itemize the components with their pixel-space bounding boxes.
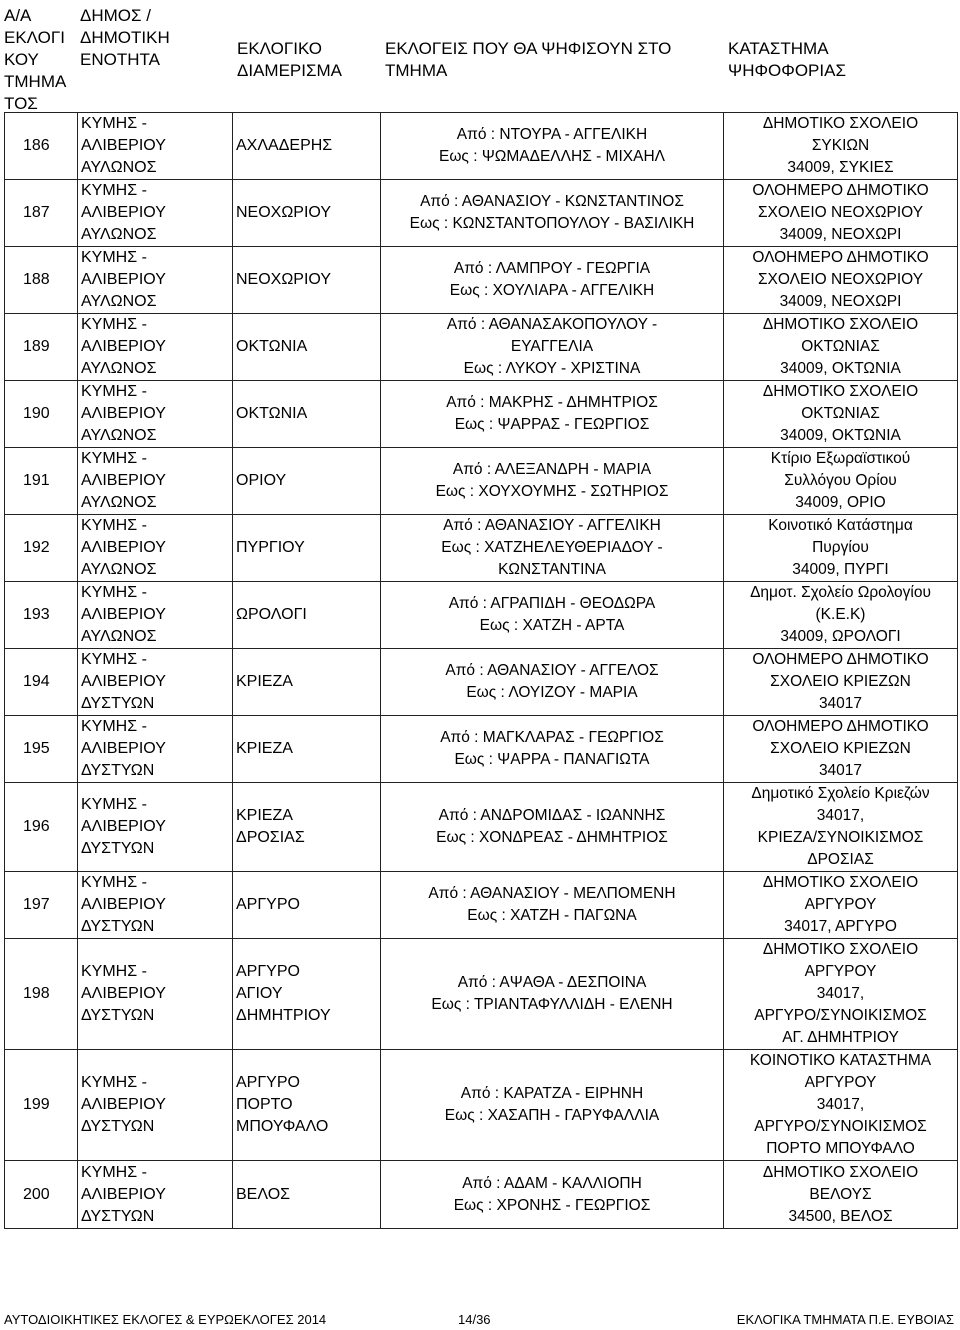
voter-range-cell (381, 247, 724, 314)
precinct-number: 198 (5, 939, 78, 1050)
voter-range-cell (381, 716, 724, 783)
page-footer (0, 1310, 960, 1330)
precinct-cell-line: ΒΕΛΟΣ (236, 1185, 291, 1203)
voter-range-cell-line: Από : ΑΝΔΡΟΜΙΔΑΣ - ΙΩΑΝΝΗΣ (438, 807, 666, 824)
table-row (5, 716, 958, 783)
polling-location-cell-line: 34009, ΠΥΡΓΙ (792, 561, 889, 578)
municipality-cell-line: ΑΥΛΩΝΟΣ (81, 628, 157, 645)
municipality-cell-line: ΔΥΣΤΥΩΝ (81, 1007, 155, 1024)
polling-location-cell-line: 34009, ΟΡΙΟ (795, 494, 886, 511)
precinct-cell (233, 1050, 381, 1161)
table-row (5, 939, 958, 1050)
municipality-cell-line: ΚΥΜΗΣ - (81, 249, 147, 266)
municipality-cell-line: ΚΥΜΗΣ - (81, 450, 147, 467)
polling-location-cell-line: 34009, ΟΚΤΩΝΙΑ (780, 360, 901, 377)
header-col-location (728, 38, 953, 82)
municipality-cell-line: ΚΥΜΗΣ - (81, 874, 147, 891)
precinct-cell-line: ΠΟΡΤΟ (236, 1096, 293, 1113)
polling-location-cell-line: ΚΡΙΕΖΑ/ΣΥΝΟΙΚΙΣΜΟΣ (757, 829, 924, 846)
precinct-cell (233, 716, 381, 783)
voter-range-cell-line: Από : ΑΘΑΝΑΣΙΟΥ - ΑΓΓΕΛΙΚΗ (443, 517, 661, 534)
precinct-cell-line: ΟΚΤΩΝΙΑ (236, 338, 308, 355)
header-text: ΚΑΤΑΣΤΗΜΑ (728, 39, 829, 58)
precinct-cell-line: ΝΕΟΧΩΡΙΟΥ (236, 204, 332, 221)
precinct-cell (233, 113, 381, 180)
voter-range-cell (381, 515, 724, 582)
voter-range-cell-line: Από : ΜΑΚΡΗΣ - ΔΗΜΗΤΡΙΟΣ (446, 394, 658, 411)
municipality-cell (78, 783, 233, 872)
polling-location-cell-line: ΑΓ. ΔΗΜΗΤΡΙΟΥ (782, 1029, 899, 1046)
municipality-cell-line: ΑΥΛΩΝΟΣ (81, 226, 157, 243)
polling-location-cell-line: ΣΥΚΙΩΝ (811, 137, 870, 154)
voter-range-cell (381, 381, 724, 448)
municipality-cell-line: ΚΥΜΗΣ - (81, 1163, 147, 1181)
precinct-cell (233, 783, 381, 872)
table-row (5, 381, 958, 448)
municipality-cell (78, 582, 233, 649)
municipality-cell (78, 314, 233, 381)
precinct-cell-line: ΚΡΙΕΖΑ (236, 673, 293, 690)
header-text: ΨΗΦΟΦΟΡΙΑΣ (728, 61, 846, 80)
header-text: ΔΗΜΟΤΙΚΗ (80, 28, 170, 47)
voter-range-cell-line: Εως : ΧΟΥΛΙΑΡΑ - ΑΓΓΕΛΙΚΗ (449, 282, 655, 299)
voter-range-cell-line: Από : ΑΔΑΜ - ΚΑΛΛΙΟΠΗ (462, 1174, 642, 1192)
polling-location-cell-line: ΒΕΛΟΥΣ (809, 1185, 872, 1203)
polling-location-cell-line: ΑΡΓΥΡΟΥ (804, 1074, 877, 1091)
voter-range-cell-line: Από : ΑΘΑΝΑΣΙΟΥ - ΑΓΓΕΛΟΣ (445, 662, 659, 679)
municipality-cell-line: ΚΥΜΗΣ - (81, 182, 147, 199)
voter-range-cell-line: Εως : ΚΩΝΣΤΑΝΤΟΠΟΥΛΟΥ - ΒΑΣΙΛΙΚΗ (409, 215, 695, 232)
voter-range-cell-line: Από : ΚΑΡΑΤΖΑ - ΕΙΡΗΝΗ (460, 1085, 644, 1102)
voter-range-cell-line: Από : ΑΘΑΝΑΣΙΟΥ - ΚΩΝΣΤΑΝΤΙΝΟΣ (420, 193, 684, 210)
polling-location-cell-line: 34009, ΟΚΤΩΝΙΑ (780, 427, 901, 444)
polling-location-cell-line: ΟΚΤΩΝΙΑΣ (801, 338, 880, 355)
polling-location-cell-line: 34017 (818, 695, 863, 712)
precinct-cell-line: ΑΧΛΑΔΕΡΗΣ (236, 137, 333, 154)
municipality-cell-line: ΑΛΙΒΕΡΙΟΥ (81, 338, 166, 355)
precinct-number: 197 (5, 872, 78, 939)
voter-range-cell (381, 649, 724, 716)
precinct-cell-line: ΚΡΙΕΖΑ (236, 807, 293, 824)
voter-range-cell (381, 113, 724, 180)
polling-location-cell (724, 113, 958, 180)
voter-range-cell-line: ΕΥΑΓΓΕΛΙΑ (510, 338, 594, 355)
header-text: ΤΜΗΜΑ (385, 61, 448, 80)
municipality-cell-line: ΚΥΜΗΣ - (81, 651, 147, 668)
polling-location-cell-line: Δημοτικό Σχολείο Κριεζών (751, 785, 930, 802)
precinct-number: 188 (5, 247, 78, 314)
voter-range-cell-line: Από : ΑΘΑΝΑΣΙΟΥ - ΜΕΛΠΟΜΕΝΗ (428, 885, 676, 902)
precinct-number: 199 (5, 1050, 78, 1161)
header-text: ΤΟΣ (4, 94, 38, 113)
polling-location-cell-line: ΔΗΜΟΤΙΚΟ ΣΧΟΛΕΙΟ (762, 383, 919, 400)
municipality-cell-line: ΚΥΜΗΣ - (81, 383, 147, 400)
municipality-cell (78, 1161, 233, 1229)
municipality-cell-line: ΚΥΜΗΣ - (81, 1074, 147, 1091)
municipality-cell-line: ΑΛΙΒΕΡΙΟΥ (81, 896, 166, 913)
polling-location-cell-line: ΣΧΟΛΕΙΟ ΝΕΟΧΩΡΙΟΥ (757, 271, 924, 288)
header-col-number (4, 5, 74, 115)
precinct-cell-line: ΑΡΓΥΡΟ (236, 896, 300, 913)
precinct-cell (233, 180, 381, 247)
municipality-cell (78, 1050, 233, 1161)
voter-range-cell-line: Εως : ΤΡΙΑΝΤΑΦΥΛΛΙΔΗ - ΕΛΕΝΗ (431, 996, 673, 1013)
municipality-cell-line: ΑΥΛΩΝΟΣ (81, 494, 157, 511)
precinct-cell-line: ΟΡΙΟΥ (236, 472, 287, 489)
precinct-number: 190 (5, 381, 78, 448)
municipality-cell (78, 515, 233, 582)
polling-location-cell (724, 1050, 958, 1161)
header-col-municipality (80, 5, 230, 71)
municipality-cell-line: ΔΥΣΤΥΩΝ (81, 695, 155, 712)
precinct-cell-line: ΠΥΡΓΙΟΥ (236, 539, 305, 556)
municipality-cell-line: ΑΛΙΒΕΡΙΟΥ (81, 673, 166, 690)
precinct-cell-line: ΜΠΟΥΦΑΛΟ (236, 1118, 329, 1135)
municipality-cell-line: ΚΥΜΗΣ - (81, 796, 147, 813)
municipality-cell (78, 113, 233, 180)
polling-location-cell-line: ΟΛΟΗΜΕΡΟ ΔΗΜΟΤΙΚΟ (752, 182, 929, 199)
precinct-number: 200 (5, 1161, 78, 1229)
voter-range-cell-line: Εως : ΛΟΥΙΖΟΥ - ΜΑΡΙΑ (466, 684, 638, 701)
voter-range-cell-line: Από : ΝΤΟΥΡΑ - ΑΓΓΕΛΙΚΗ (456, 126, 648, 143)
polling-location-cell-line: 34009, ΣΥΚΙΕΣ (787, 159, 894, 176)
polling-location-cell-line: ΟΛΟΗΜΕΡΟ ΔΗΜΟΤΙΚΟ (752, 651, 929, 668)
table-row (5, 783, 958, 872)
polling-location-cell-line: 34017, (816, 985, 865, 1002)
footer-subtitle: ΕΚΛΟΓΙΚΑ ΤΜΗΜΑΤΑ Π.Ε. ΕΥΒΟΙΑΣ (736, 1312, 954, 1327)
voter-range-cell-line: Εως : ΨΑΡΡΑΣ - ΓΕΩΡΓΙΟΣ (454, 416, 650, 433)
table-row (5, 180, 958, 247)
municipality-cell-line: ΔΥΣΤΥΩΝ (81, 762, 155, 779)
precinct-cell (233, 939, 381, 1050)
municipality-cell-line: ΚΥΜΗΣ - (81, 718, 147, 735)
voter-range-cell-line: ΚΩΝΣΤΑΝΤΙΝΑ (498, 561, 606, 578)
header-col-voters (385, 38, 720, 82)
polling-location-cell-line: 34017, (816, 807, 865, 824)
header-col-precinct (237, 38, 377, 82)
polling-location-cell-line: Δημοτ. Σχολείο Ωρολογίου (750, 584, 931, 601)
municipality-cell (78, 716, 233, 783)
table-row (5, 649, 958, 716)
polling-location-cell (724, 1161, 958, 1229)
voter-range-cell (381, 314, 724, 381)
voter-range-cell-line: Εως : ΨΑΡΡΑ - ΠΑΝΑΓΙΩΤΑ (454, 751, 650, 768)
table-row (5, 314, 958, 381)
voter-range-cell-line: Εως : ΧΟΝΔΡΕΑΣ - ΔΗΜΗΤΡΙΟΣ (436, 829, 668, 846)
municipality-cell-line: ΑΥΛΩΝΟΣ (81, 293, 157, 310)
polling-location-cell-line: ΣΧΟΛΕΙΟ ΚΡΙΕΖΩΝ (770, 673, 911, 690)
header-text: ΔΙΑΜΕΡΙΣΜΑ (237, 61, 342, 80)
precinct-number: 186 (5, 113, 78, 180)
precinct-cell (233, 448, 381, 515)
header-text: ΔΗΜΟΣ / (80, 6, 151, 25)
municipality-cell-line: ΑΥΛΩΝΟΣ (81, 159, 157, 176)
municipality-cell (78, 872, 233, 939)
voter-range-cell-line: Εως : ΧΟΥΧΟΥΜΗΣ - ΣΩΤΗΡΙΟΣ (435, 483, 669, 500)
polling-location-cell-line: ΔΗΜΟΤΙΚΟ ΣΧΟΛΕΙΟ (762, 1163, 919, 1181)
voter-range-cell-line: Εως : ΧΑΤΖΗ - ΠΑΓΩΝΑ (467, 907, 637, 924)
precinct-cell-line: ΩΡΟΛΟΓΙ (236, 606, 307, 623)
precinct-number: 196 (5, 783, 78, 872)
voter-range-cell-line: Εως : ΧΑΤΖΗΕΛΕΥΘΕΡΙΑΔΟΥ - (441, 539, 663, 556)
voter-range-cell-line: Εως : ΛΥΚΟΥ - ΧΡΙΣΤΙΝΑ (463, 360, 641, 377)
table-row (5, 872, 958, 939)
precinct-cell-line: ΚΡΙΕΖΑ (236, 740, 293, 757)
table-row (5, 515, 958, 582)
polling-location-cell-line: ΣΧΟΛΕΙΟ ΝΕΟΧΩΡΙΟΥ (757, 204, 924, 221)
municipality-cell-line: ΔΥΣΤΥΩΝ (81, 918, 155, 935)
voter-range-cell-line: Εως : ΧΡΟΝΗΣ - ΓΕΩΡΓΙΟΣ (453, 1196, 651, 1214)
polling-location-cell (724, 716, 958, 783)
voter-range-cell (381, 180, 724, 247)
header-text: ΕΚΛΟΓΙ (4, 28, 65, 47)
precinct-cell (233, 1161, 381, 1229)
polling-location-cell-line: 34017, ΑΡΓΥΡΟ (784, 918, 897, 935)
voter-range-cell-line: Εως : ΨΩΜΑΔΕΛΛΗΣ - ΜΙΧΑΗΛ (438, 148, 665, 165)
polling-location-cell-line: ΑΡΓΥΡΟΥ (804, 896, 877, 913)
table-header (0, 0, 960, 112)
table-row (5, 113, 958, 180)
polling-location-cell-line: ΑΡΓΥΡΟ/ΣΥΝΟΙΚΙΣΜΟΣ (754, 1118, 927, 1135)
municipality-cell-line: ΑΛΙΒΕΡΙΟΥ (81, 1096, 166, 1113)
voter-range-cell-line: Εως : ΧΑΤΖΗ - ΑΡΤΑ (479, 617, 625, 634)
polling-location-cell (724, 381, 958, 448)
municipality-cell (78, 381, 233, 448)
voter-range-cell (381, 1161, 724, 1229)
polling-location-cell-line: ΔΗΜΟΤΙΚΟ ΣΧΟΛΕΙΟ (762, 874, 919, 891)
polling-location-cell (724, 180, 958, 247)
municipality-cell (78, 939, 233, 1050)
precinct-cell-line: ΔΡΟΣΙΑΣ (236, 829, 305, 846)
precinct-cell (233, 872, 381, 939)
municipality-cell (78, 448, 233, 515)
polling-location-cell (724, 582, 958, 649)
precinct-number: 192 (5, 515, 78, 582)
header-text: Α/Α (4, 6, 32, 25)
footer-title: ΑΥΤΟΔΙΟΙΚΗΤΙΚΕΣ ΕΚΛΟΓΕΣ & ΕΥΡΩΕΚΛΟΓΕΣ 2014 (4, 1312, 327, 1327)
precinct-cell-line: ΑΓΙΟΥ (236, 985, 283, 1002)
municipality-cell-line: ΑΛΙΒΕΡΙΟΥ (81, 539, 166, 556)
municipality-cell-line: ΚΥΜΗΣ - (81, 316, 147, 333)
polling-location-cell-line: ΣΧΟΛΕΙΟ ΚΡΙΕΖΩΝ (770, 740, 911, 757)
table-row (5, 1161, 958, 1229)
precinct-cell-line: ΝΕΟΧΩΡΙΟΥ (236, 271, 332, 288)
municipality-cell (78, 247, 233, 314)
header-text: ΤΜΗΜΑ (4, 72, 67, 91)
polling-location-cell-line: ΔΡΟΣΙΑΣ (807, 851, 874, 868)
precinct-number: 194 (5, 649, 78, 716)
polling-location-cell-line: 34017, (816, 1096, 865, 1113)
polling-location-cell-line: Συλλόγου Ορίου (784, 472, 897, 489)
page-number: 14/36 (458, 1312, 491, 1327)
table-row (5, 582, 958, 649)
polling-location-cell-line: ΔΗΜΟΤΙΚΟ ΣΧΟΛΕΙΟ (762, 941, 919, 958)
municipality-cell-line: ΑΛΙΒΕΡΙΟΥ (81, 472, 166, 489)
polling-location-cell-line: ΠΟΡΤΟ ΜΠΟΥΦΑΛΟ (766, 1140, 915, 1157)
polling-location-cell (724, 649, 958, 716)
precinct-cell (233, 314, 381, 381)
polling-location-cell-line: ΔΗΜΟΤΙΚΟ ΣΧΟΛΕΙΟ (762, 115, 919, 132)
voter-range-cell-line: Από : ΛΑΜΠΡΟΥ - ΓΕΩΡΓΙΑ (453, 260, 651, 277)
voter-range-cell (381, 783, 724, 872)
polling-location-cell (724, 939, 958, 1050)
precinct-cell (233, 582, 381, 649)
municipality-cell-line: ΑΥΛΩΝΟΣ (81, 360, 157, 377)
polling-stations-table (4, 112, 958, 1229)
table-body (5, 113, 958, 1229)
municipality-cell-line: ΑΛΙΒΕΡΙΟΥ (81, 137, 166, 154)
polling-location-cell (724, 314, 958, 381)
precinct-number: 187 (5, 180, 78, 247)
municipality-cell-line: ΚΥΜΗΣ - (81, 584, 147, 601)
header-text: ΚΟΥ (4, 50, 39, 69)
municipality-cell-line: ΔΥΣΤΥΩΝ (81, 840, 155, 857)
precinct-number: 191 (5, 448, 78, 515)
precinct-number: 193 (5, 582, 78, 649)
voter-range-cell-line: Από : ΑΨΑΘΑ - ΔΕΣΠΟΙΝΑ (457, 974, 647, 991)
polling-location-cell (724, 515, 958, 582)
municipality-cell-line: ΑΛΙΒΕΡΙΟΥ (81, 271, 166, 288)
polling-location-cell (724, 783, 958, 872)
polling-location-cell-line: ΟΛΟΗΜΕΡΟ ΔΗΜΟΤΙΚΟ (752, 718, 929, 735)
polling-location-cell-line: ΑΡΓΥΡΟ/ΣΥΝΟΙΚΙΣΜΟΣ (754, 1007, 927, 1024)
precinct-number: 195 (5, 716, 78, 783)
municipality-cell-line: ΑΥΛΩΝΟΣ (81, 561, 157, 578)
polling-location-cell-line: Πυργίου (812, 539, 869, 556)
table-row (5, 448, 958, 515)
voter-range-cell-line: Από : ΑΛΕΞΑΝΔΡΗ - ΜΑΡΙΑ (452, 461, 652, 478)
polling-location-cell-line: ΔΗΜΟΤΙΚΟ ΣΧΟΛΕΙΟ (762, 316, 919, 333)
municipality-cell-line: ΚΥΜΗΣ - (81, 517, 147, 534)
polling-location-cell-line: ΟΛΟΗΜΕΡΟ ΔΗΜΟΤΙΚΟ (752, 249, 929, 266)
polling-location-cell-line: ΟΚΤΩΝΙΑΣ (801, 405, 880, 422)
polling-location-cell-line: ΑΡΓΥΡΟΥ (804, 963, 877, 980)
municipality-cell-line: ΚΥΜΗΣ - (81, 115, 147, 132)
voter-range-cell (381, 582, 724, 649)
polling-location-cell-line: 34009, ΩΡΟΛΟΓΙ (780, 628, 901, 645)
polling-location-cell-line: Κοινοτικό Κατάστημα (768, 517, 913, 534)
polling-location-cell (724, 448, 958, 515)
polling-location-cell-line: 34009, ΝΕΟΧΩΡΙ (779, 293, 902, 310)
municipality-cell-line: ΔΥΣΤΥΩΝ (81, 1207, 155, 1225)
polling-location-cell-line: Κτίριο Εξωραϊστικού (770, 450, 911, 467)
polling-location-cell (724, 247, 958, 314)
municipality-cell-line: ΑΛΙΒΕΡΙΟΥ (81, 740, 166, 757)
voter-range-cell (381, 872, 724, 939)
table-row (5, 1050, 958, 1161)
voter-range-cell-line: Από : ΑΓΡΑΠΙΔΗ - ΘΕΟΔΩΡΑ (448, 595, 656, 612)
voter-range-cell-line: Εως : ΧΑΣΑΠΗ - ΓΑΡΥΦΑΛΛΙΑ (444, 1107, 660, 1124)
polling-location-cell-line: 34009, ΝΕΟΧΩΡΙ (779, 226, 902, 243)
polling-location-cell-line: 34017 (818, 762, 863, 779)
municipality-cell-line: ΑΛΙΒΕΡΙΟΥ (81, 204, 166, 221)
municipality-cell-line: ΑΛΙΒΕΡΙΟΥ (81, 1185, 166, 1203)
voter-range-cell-line: Από : ΑΘΑΝΑΣΑΚΟΠΟΥΛΟΥ - (446, 316, 658, 333)
precinct-cell (233, 247, 381, 314)
municipality-cell-line: ΑΛΙΒΕΡΙΟΥ (81, 818, 166, 835)
polling-location-cell-line: 34500, ΒΕΛΟΣ (788, 1207, 893, 1225)
precinct-cell-line: ΑΡΓΥΡΟ (236, 1074, 300, 1091)
precinct-cell (233, 649, 381, 716)
municipality-cell-line: ΑΥΛΩΝΟΣ (81, 427, 157, 444)
municipality-cell-line: ΑΛΙΒΕΡΙΟΥ (81, 985, 166, 1002)
precinct-cell (233, 515, 381, 582)
polling-location-cell (724, 872, 958, 939)
voter-range-cell (381, 448, 724, 515)
precinct-cell (233, 381, 381, 448)
municipality-cell-line: ΚΥΜΗΣ - (81, 963, 147, 980)
polling-location-cell-line: ΚΟΙΝΟΤΙΚΟ ΚΑΤΑΣΤΗΜΑ (749, 1052, 932, 1069)
municipality-cell-line: ΑΛΙΒΕΡΙΟΥ (81, 405, 166, 422)
header-text: ΕΝΟΤΗΤΑ (80, 50, 160, 69)
table-row (5, 247, 958, 314)
precinct-cell-line: ΟΚΤΩΝΙΑ (236, 405, 308, 422)
voter-range-cell (381, 1050, 724, 1161)
precinct-cell-line: ΑΡΓΥΡΟ (236, 963, 300, 980)
header-text: ΕΚΛΟΓΙΚΟ (237, 39, 323, 58)
voter-range-cell (381, 939, 724, 1050)
municipality-cell (78, 180, 233, 247)
voter-range-cell-line: Από : ΜΑΓΚΛΑΡΑΣ - ΓΕΩΡΓΙΟΣ (440, 729, 664, 746)
header-text: ΕΚΛΟΓΕΙΣ ΠΟΥ ΘΑ ΨΗΦΙΣΟΥΝ ΣΤΟ (385, 39, 672, 58)
municipality-cell-line: ΔΥΣΤΥΩΝ (81, 1118, 155, 1135)
precinct-cell-line: ΔΗΜΗΤΡΙΟΥ (236, 1007, 331, 1024)
municipality-cell-line: ΑΛΙΒΕΡΙΟΥ (81, 606, 166, 623)
precinct-number: 189 (5, 314, 78, 381)
polling-location-cell-line: (Κ.Ε.Κ) (815, 606, 866, 623)
municipality-cell (78, 649, 233, 716)
